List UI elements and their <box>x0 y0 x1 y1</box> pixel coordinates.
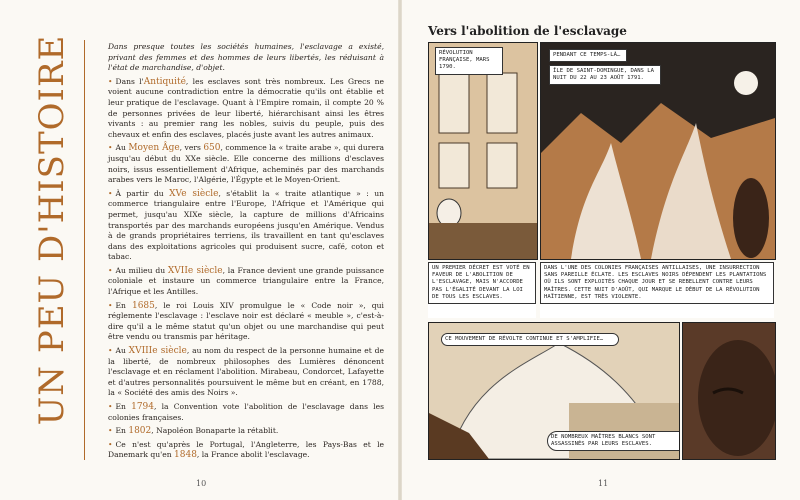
right-page <box>402 0 800 500</box>
paragraph-lead: Dans l' <box>115 76 144 86</box>
comic-title: Vers l'abolition de l'esclavage <box>428 24 627 38</box>
keyword: 1802 <box>128 426 152 437</box>
panel-struggle <box>428 322 680 460</box>
keyword: 650 <box>203 143 221 154</box>
bullet-icon: • <box>108 300 113 310</box>
bullet-icon: • <box>108 265 113 275</box>
paragraph-lead: Ce n'est qu'après le Portugal, l'Angleterre, les Pays-Bas et le Danemark qu'en <box>108 439 384 460</box>
paragraph-body: , la Convention vote l'abolition de l'esclavage dans les colonies françaises. <box>108 402 384 422</box>
caption-2: PENDANT CE TEMPS-LÀ… <box>549 49 627 62</box>
paragraph-lead: En <box>115 300 132 310</box>
keyword: 1685 <box>131 300 155 311</box>
bullet-icon: • <box>108 439 113 449</box>
history-paragraph <box>108 346 384 399</box>
history-paragraph <box>108 440 384 461</box>
keyword: XVIIe siècle <box>167 265 223 276</box>
paragraph-body: , les esclaves sont très nombreux. Les Grecs ne voient aucune contradiction entre la démocratie qu'ils ont établie et leur pratique de l'esclavage. Quant à l'Empire romain, il compte 20 % de personnes privées de leur liberté, hiérarchisant ainsi les êtres vivants : au premier rang les nobles, suivis du peuple, puis des chevaux et enfin des esclaves, placés juste avant les autres animaux. <box>108 76 384 139</box>
paragraph-lead: À partir du <box>115 188 170 198</box>
caption-7: DE NOMBREUX MAÎTRES BLANCS SONT ASSASSINÉS PAR LEURS ESCLAVES. <box>547 431 680 451</box>
intro-paragraph: Dans presque toutes les sociétés humaines, l'esclavage a existé, privant des femmes et des hommes de leurs libertés, les réduisant à l'état de marchandise, d'objet. <box>108 42 384 73</box>
assembly-illustration <box>429 43 537 259</box>
page-number-left: 10 <box>196 479 207 488</box>
caption-4: UN PREMIER DÉCRET EST VOTÉ EN FAVEUR DE L'ABOLITION DE L'ESCLAVAGE, MAIS N'ACCORDE PAS L'ÉGALITÉ DEVANT LA LOI DE TOUS LES ESCLAVES. <box>428 262 536 304</box>
keyword: 1848 <box>174 450 197 461</box>
history-paragraph <box>108 77 384 141</box>
paragraph-lead: Au <box>115 346 129 356</box>
history-paragraph <box>108 143 384 185</box>
face-illustration <box>683 323 775 459</box>
history-paragraph <box>108 266 384 298</box>
keyword: XVe siècle <box>169 188 219 199</box>
bullet-icon: • <box>108 346 113 356</box>
caption-5: DANS L'UNE DES COLONIES FRANÇAISES ANTILLAISES, UNE INSURRECTION SANS PAREILLE ÉCLATE. LES ESCLAVES NOIRS DÉPENDENT LES PLANTATIONS OÙ ILS SONT EXPLOITÉS CHAQUE JOUR ET SE REBELLENT CONTRE LEURS MAÎTRES. CETTE NUIT D'AOÛT, QUI MARQUE LE DÉBUT DE LA RÉVOLUTION HAÏTIENNE, EST TRÈS VIOLENTE. <box>540 262 774 304</box>
paragraph-list <box>108 77 384 461</box>
keyword: 1794 <box>131 402 154 412</box>
paragraph-lead: Au <box>115 143 129 153</box>
bullet-icon: • <box>108 143 113 153</box>
history-paragraph <box>108 189 384 263</box>
paragraph-body: , au nom du respect de la personne humaine et de la liberté, de nombreux philosophes des Lumières dénoncent l'esclavage et en réclament l'abolition. Mirabeau, Condorcet, Lafayette et d'autres personnalités poursuivent le même but en créant, en 1788, la « Société des amis des Noirs ». <box>108 346 384 398</box>
history-paragraph <box>108 402 384 423</box>
accent-rule <box>84 40 85 460</box>
paragraph-body: , Napoléon Bonaparte la rétablit. <box>151 426 279 436</box>
panel-assembly <box>428 42 538 260</box>
history-paragraph <box>108 301 384 343</box>
paragraph-middle: , vers <box>179 143 204 153</box>
keyword: Moyen Âge <box>128 143 180 154</box>
panel-revolt <box>540 42 776 260</box>
keyword: Antiquité <box>143 76 186 87</box>
paragraph-body: , le roi Louis XIV promulgue le « Code noir », qui réglemente l'esclavage : l'esclave noir est déclaré « meuble », c'est-à-dire qu'il a le même statut qu'un objet ou une marchandise qui peut être vendu ou transmis par héritage. <box>108 300 384 342</box>
keyword: XVIIIe siècle <box>128 346 187 357</box>
paragraph-lead: En <box>115 402 132 411</box>
paragraph-body: , la France abolit l'esclavage. <box>196 450 310 460</box>
caption-3: ÎLE DE SAINT-DOMINGUE, DANS LA NUIT DU 22 AU 23 AOÛT 1791. <box>549 65 661 85</box>
page-number-right: 11 <box>598 479 609 488</box>
bullet-icon: • <box>108 188 113 198</box>
left-page <box>0 0 398 500</box>
bullet-icon: • <box>108 402 113 411</box>
vertical-title-text: UN PEU D'HISTOIRE <box>32 34 72 426</box>
caption-6: CE MOUVEMENT DE RÉVOLTE CONTINUE ET S'AMPLIFIE… <box>441 333 619 346</box>
bullet-icon: • <box>108 76 113 86</box>
caption-1: RÉVOLUTION FRANÇAISE, MARS 1790. <box>435 47 503 75</box>
paragraph-body: , s'établit la « traite atlantique » : un commerce triangulaire entre l'Europe, l'Afrique et l'Amérique qui permet, jusqu'au XIXe siècle, la capture de millions d'Africains transportés par des marchands européens jusqu'en Amérique. Vendus à de grands propriétaires terriens, ils travaillent en tant qu'esclaves dans des exploitations agricoles qui produisent sucre, café, coton et tabac. <box>108 188 384 262</box>
panel-face <box>682 322 776 460</box>
bullet-icon: • <box>108 426 113 436</box>
history-text <box>108 42 384 464</box>
caption-panel-decree <box>428 262 536 318</box>
caption-panel-insurrection <box>540 262 774 318</box>
paragraph-body: , commence la « traite arabe », qui durera jusqu'au début du XXe siècle. Elle concerne des millions d'esclaves noirs, issus essentiellement d'Afrique, acheminés par des marchands arabes vers le Maroc, l'Algérie, l'Égypte et le Moyen-Orient. <box>108 143 385 185</box>
paragraph-lead: En <box>115 426 129 436</box>
history-paragraph <box>108 426 384 437</box>
paragraph-body: , la France devient une grande puissance coloniale et instaure un commerce triangulaire entre la France, l'Afrique et les Antilles. <box>108 265 384 297</box>
paragraph-lead: Au milieu du <box>115 265 168 275</box>
